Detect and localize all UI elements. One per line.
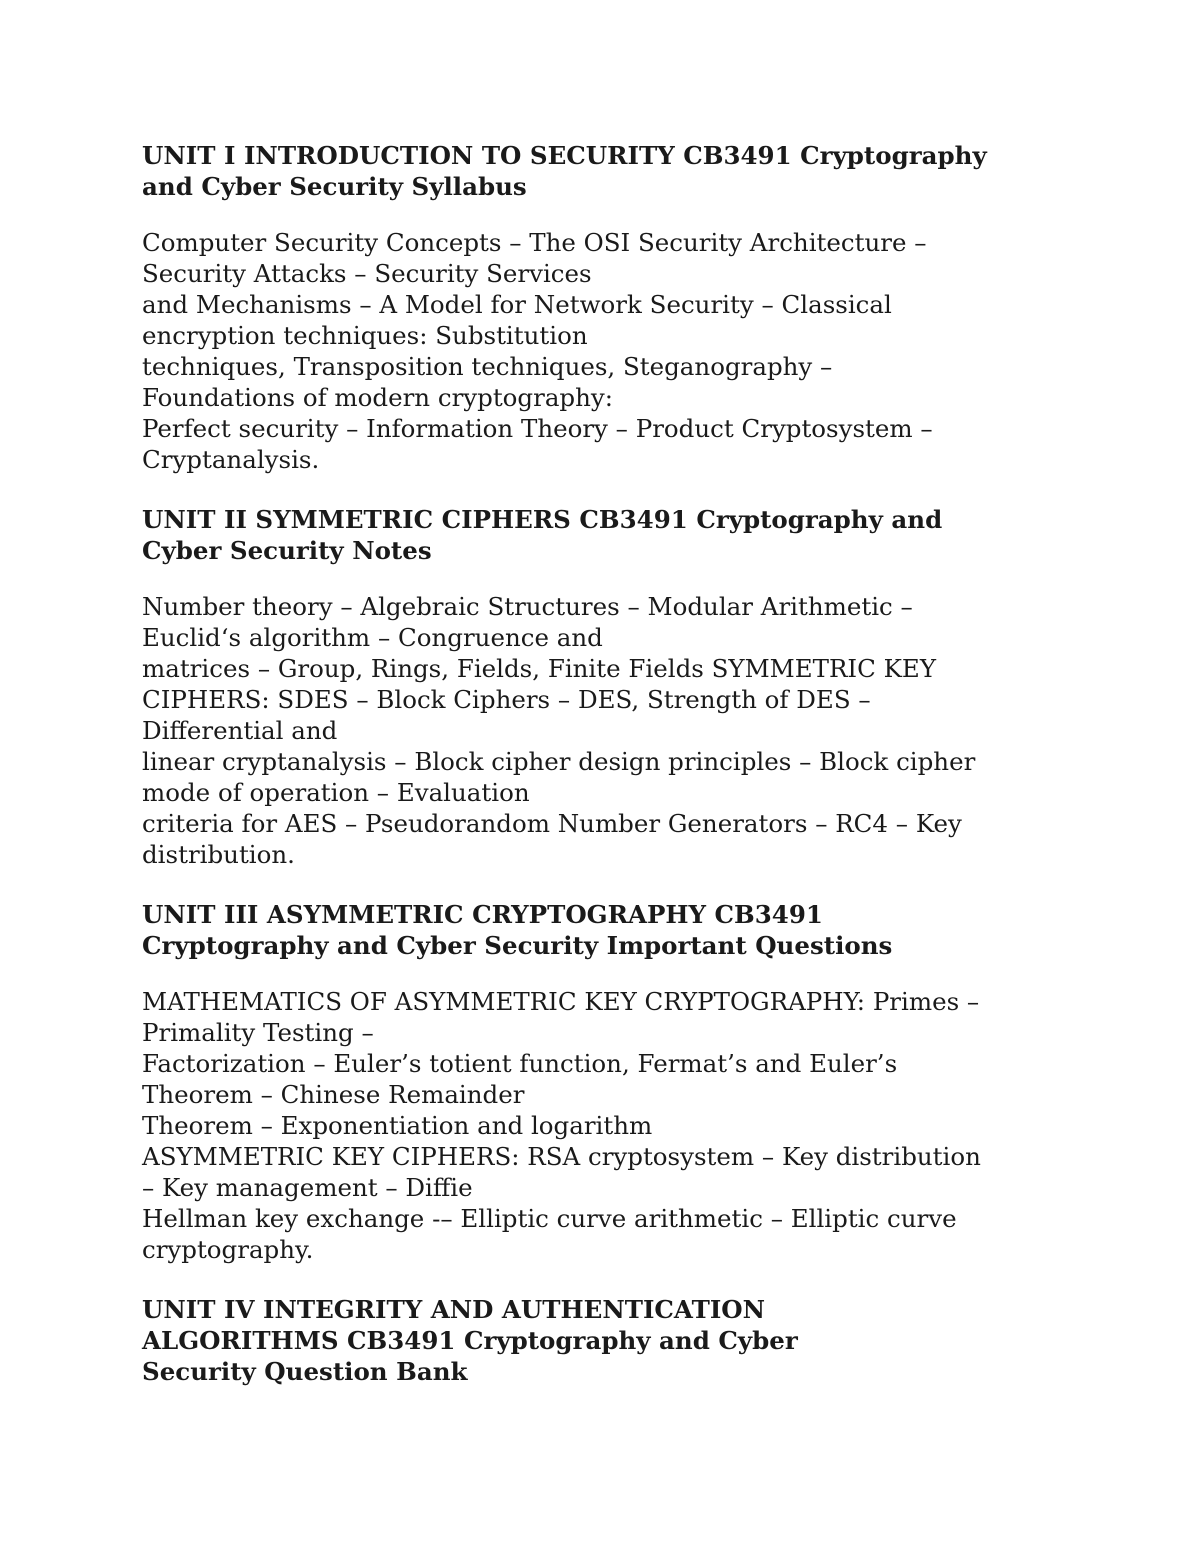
unit-2-section [142,504,1082,870]
unit-1-section [142,140,1082,475]
heading-line: and Cyber Security Syllabus [142,172,527,201]
heading-line: Security Question Bank [142,1357,468,1386]
unit-1-heading [142,140,1082,202]
unit-2-body [142,591,1082,870]
heading-line: UNIT III ASYMMETRIC CRYPTOGRAPHY CB3491 [142,900,823,929]
body-line: Factorization – Euler’s totient function, Fermat’s and Euler’s [142,1049,898,1078]
heading-line: Cryptography and Cyber Security Important Questions [142,931,893,960]
body-line: Security Attacks – Security Services [142,259,592,288]
unit-3-body [142,986,1082,1265]
unit-4-section [142,1294,1082,1387]
body-line: encryption techniques: Substitution [142,321,588,350]
body-line: CIPHERS: SDES – Block Ciphers – DES, Strength of DES – [142,685,871,714]
body-line: mode of operation – Evaluation [142,778,530,807]
body-line: criteria for AES – Pseudorandom Number Generators – RC4 – Key [142,809,962,838]
body-line: Theorem – Chinese Remainder [142,1080,525,1109]
unit-2-heading [142,504,1082,566]
body-line: Theorem – Exponentiation and logarithm [142,1111,653,1140]
unit-3-section [142,899,1082,1265]
body-line: cryptography. [142,1235,314,1264]
body-line: and Mechanisms – A Model for Network Security – Classical [142,290,892,319]
body-line: Foundations of modern cryptography: [142,383,613,412]
body-line: Euclid‘s algorithm – Congruence and [142,623,603,652]
body-line: Cryptanalysis. [142,445,320,474]
body-line: MATHEMATICS OF ASYMMETRIC KEY CRYPTOGRAPHY: Primes – [142,987,980,1016]
body-line: linear cryptanalysis – Block cipher design principles – Block cipher [142,747,976,776]
body-line: Perfect security – Information Theory – Product Cryptosystem – [142,414,933,443]
unit-1-body [142,227,1082,475]
document-page [142,140,1082,1412]
body-line: Number theory – Algebraic Structures – Modular Arithmetic – [142,592,913,621]
body-line: Computer Security Concepts – The OSI Security Architecture – [142,228,927,257]
body-line: matrices – Group, Rings, Fields, Finite Fields SYMMETRIC KEY [142,654,936,683]
heading-line: UNIT IV INTEGRITY AND AUTHENTICATION [142,1295,766,1324]
heading-line: UNIT II SYMMETRIC CIPHERS CB3491 Cryptography and [142,505,943,534]
body-line: Hellman key exchange -– Elliptic curve arithmetic – Elliptic curve [142,1204,957,1233]
body-line: Differential and [142,716,338,745]
unit-4-heading [142,1294,1082,1387]
heading-line: UNIT I INTRODUCTION TO SECURITY CB3491 Cryptography [142,141,987,170]
body-line: ASYMMETRIC KEY CIPHERS: RSA cryptosystem – Key distribution [142,1142,981,1171]
body-line: techniques, Transposition techniques, Steganography – [142,352,833,381]
heading-line: Cyber Security Notes [142,536,432,565]
unit-3-heading [142,899,1082,961]
body-line: Primality Testing – [142,1018,374,1047]
body-line: – Key management – Diffie [142,1173,473,1202]
body-line: distribution. [142,840,295,869]
heading-line: ALGORITHMS CB3491 Cryptography and Cyber [142,1326,798,1355]
